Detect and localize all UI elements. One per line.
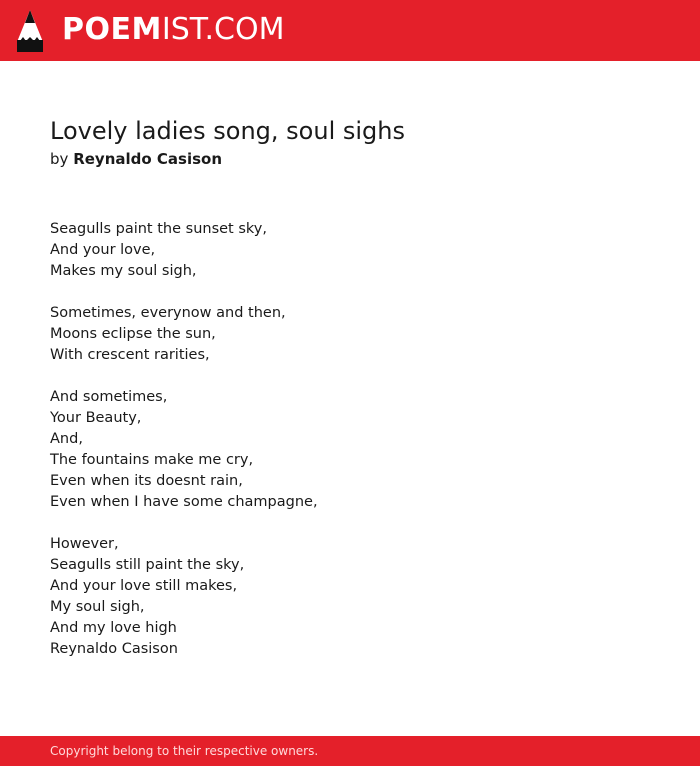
poem-stanza [50, 219, 650, 282]
poem-line: And your love still makes, [50, 578, 238, 594]
logo-secondary-text: IST.COM [161, 12, 285, 47]
site-logo[interactable] [62, 11, 284, 49]
copyright-text: Copyright belong to their respective owners. [50, 744, 319, 758]
logo-primary-text: POEM [62, 12, 162, 47]
poem-line: My soul sigh, [50, 599, 145, 615]
poem-line: And my love high [50, 620, 177, 636]
poem-line: Seagulls still paint the sky, [50, 557, 245, 573]
poem-line: Moons eclipse the sun, [50, 326, 216, 342]
poem-author: Reynaldo Casison [73, 150, 223, 168]
site-header [0, 0, 700, 61]
poem-line: Even when I have some champagne, [50, 494, 318, 510]
poem-byline [50, 149, 222, 169]
poem-body [50, 219, 650, 660]
by-label: by [50, 150, 69, 168]
poem-line: The fountains make me cry, [50, 452, 254, 468]
poem-line: Makes my soul sigh, [50, 263, 197, 279]
poem-stanza [50, 387, 650, 513]
poem-line: Even when its doesnt rain, [50, 473, 243, 489]
poem-line: Seagulls paint the sunset sky, [50, 221, 267, 237]
poem-line: Your Beauty, [50, 410, 142, 426]
poem-line: However, [50, 536, 119, 552]
poem-stanza [50, 303, 650, 366]
poem-line: Reynaldo Casison [50, 641, 178, 657]
poem-line: With crescent rarities, [50, 347, 210, 363]
site-footer [0, 736, 700, 766]
poem-line: And sometimes, [50, 389, 168, 405]
poem-line: Sometimes, everynow and then, [50, 305, 286, 321]
poem-title: Lovely ladies song, soul sighs [50, 117, 405, 145]
poem-stanza [50, 534, 650, 660]
poem-line: And your love, [50, 242, 156, 258]
pencil-tip-icon[interactable] [17, 10, 43, 52]
poem-line: And, [50, 431, 83, 447]
